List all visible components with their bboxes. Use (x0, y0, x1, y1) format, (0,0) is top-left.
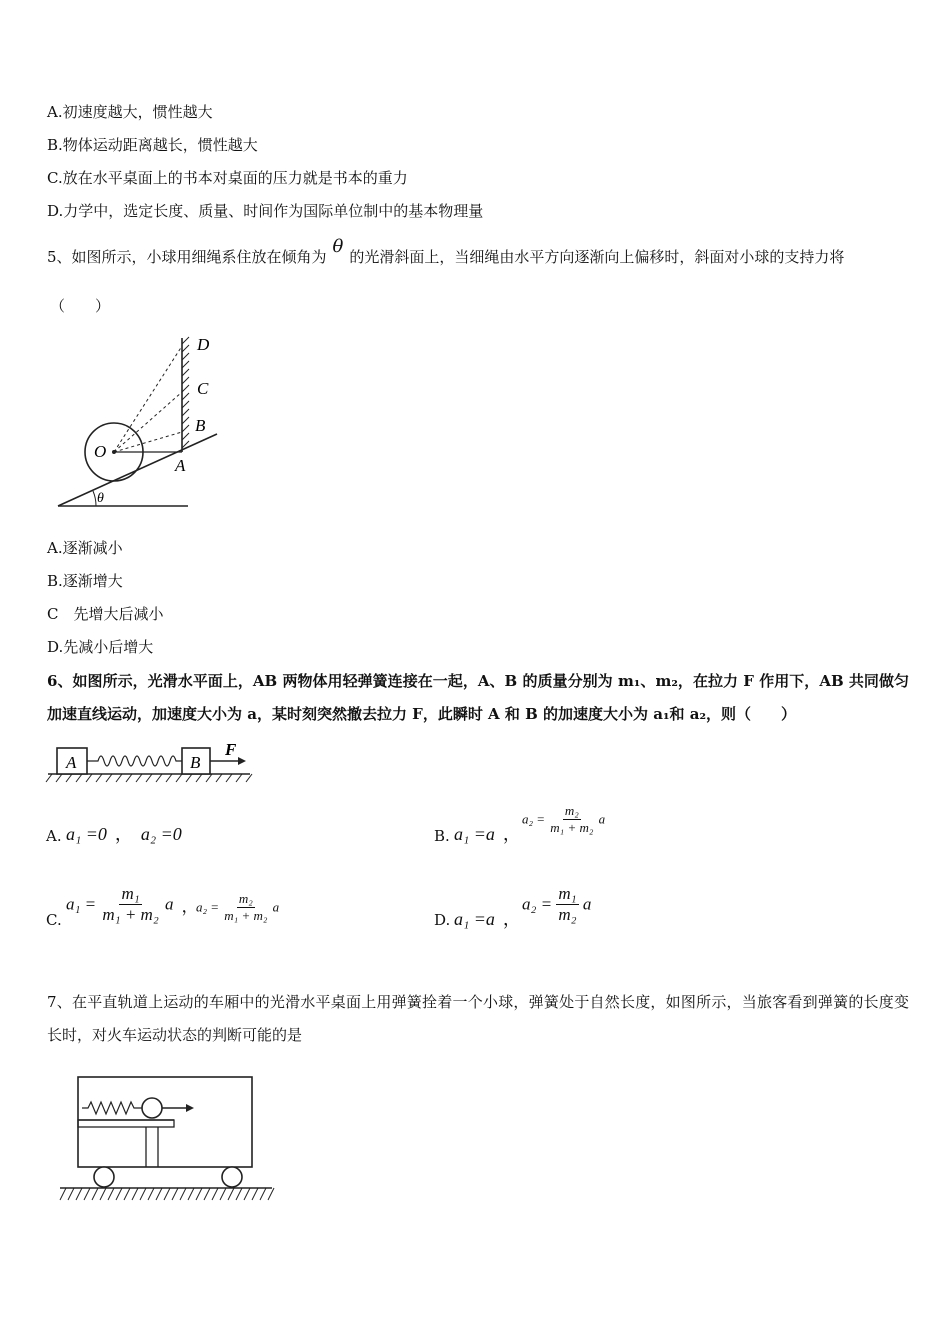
q6-option-a-expr: a₁ =0 ， a₂ =0 (66, 824, 182, 845)
q6-option-d-label: D. (434, 911, 451, 929)
label-o: O (94, 442, 107, 461)
q6-option-c-label: C. (46, 911, 62, 929)
q6-option-d-expr2: a₂ = $\frac{\text{m₁}}{\text{m₂}}$ a (522, 884, 592, 924)
label-c: C (197, 379, 209, 398)
label-theta: θ (97, 491, 104, 506)
q5-option-d: D.先减小后增大 (47, 638, 154, 656)
q6-option-c-expr1: a₁ = $\frac{\text{m₁}}{\text{m₁ + m₂}}$ a ， (66, 884, 199, 924)
q6-option-b-expr2: a₂ = $\frac{\text{m₂}}{\text{m₁ + m₂}}$ a (522, 803, 606, 835)
q6-option-d-expr1: a₁ =a ， (454, 909, 521, 930)
q4-option-b: B.物体运动距离越长，惯性越大 (47, 136, 258, 154)
label-block-a: A (66, 753, 77, 772)
q6-option-c-expr2: a₂ = $\frac{\text{m₂}}{\text{m₁ + m₂}}$ a (196, 891, 280, 923)
q5-blank: （ ） (50, 297, 111, 315)
q5-theta: θ (332, 236, 344, 257)
q5-stem-before: 5、如图所示，小球用细绳系住放在倾角为 (47, 248, 327, 266)
q6-option-b-expr1: a₁ =a ， (454, 824, 521, 845)
q6-option-a-label: A. (46, 827, 62, 845)
q6-stem: 6、如图所示，光滑水平面上，AB 两物体用轻弹簧连接在一起，A、B 的质量分别为 m₁、m₂，在拉力 F 作用下，AB 共同做匀加速直线运动，加速度大小为 a，某时刻突然撤去拉力 F，此瞬时 A 和 B 的加速度大小为 a₁和 a₂，则（ ） (47, 672, 909, 723)
label-force: F (225, 740, 237, 759)
q5-option-b: B.逐渐增大 (47, 572, 123, 590)
q4-option-d: D.力学中，选定长度、质量、时间作为国际单位制中的基本物理量 (47, 202, 484, 220)
label-b: B (195, 416, 206, 435)
q5-option-a: A.逐渐减小 (47, 539, 123, 557)
q4-option-c: C.放在水平桌面上的书本对桌面的压力就是书本的重力 (47, 169, 408, 187)
q5-option-c: C 先增大后减小 (47, 605, 164, 623)
q5-stem-after: 的光滑斜面上，当细绳由水平方向逐渐向上偏移时，斜面对小球的支持力将 (349, 248, 845, 266)
q6-option-b-label: B. (434, 827, 450, 845)
label-d: D (197, 335, 210, 354)
label-block-b: B (190, 753, 201, 772)
q4-option-a: A.初速度越大，惯性越大 (47, 103, 213, 121)
q7-stem: 7、在平直轨道上运动的车厢中的光滑水平桌面上用弹簧拴着一个小球，弹簧处于自然长度，如图所示，当旅客看到弹簧的长度变长时，对火车运动状态的判断可能的是 (47, 993, 909, 1044)
label-a: A (175, 456, 186, 475)
